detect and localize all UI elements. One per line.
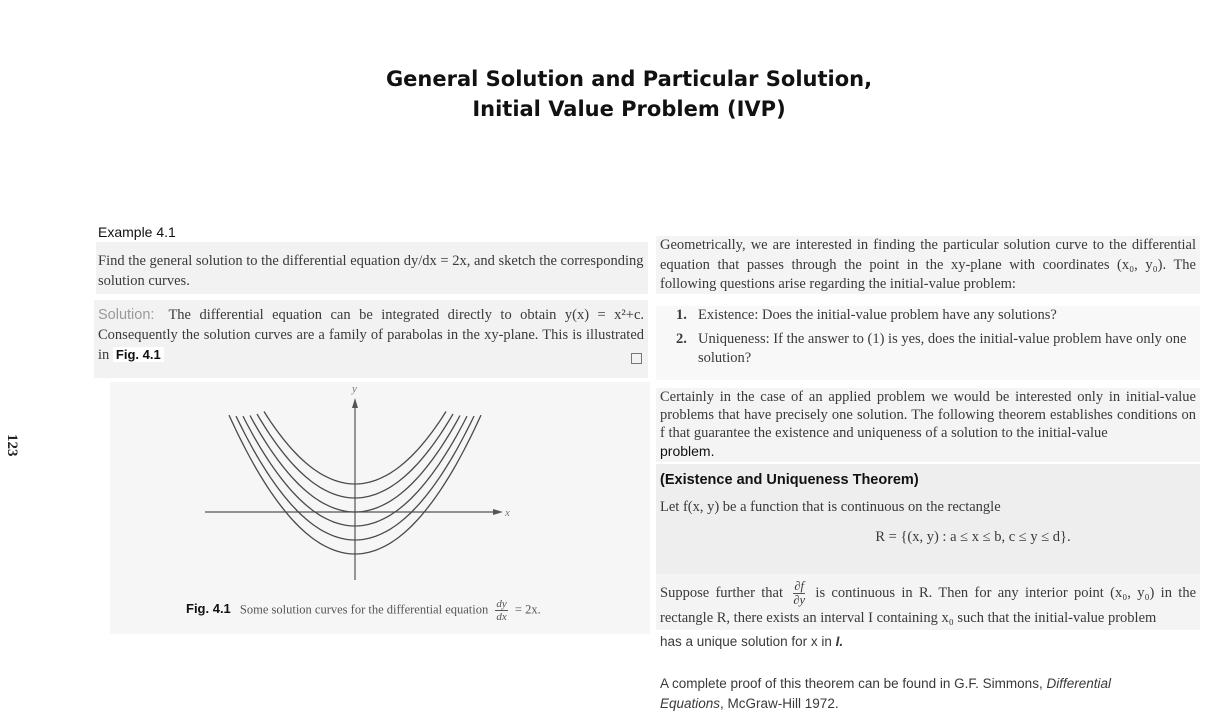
caption-denominator: dx — [496, 611, 507, 623]
question-text: Existence: Does the initial-value problem have any solutions? — [698, 307, 1057, 323]
theorem-title: (Existence and Uniqueness Theorem) — [660, 472, 919, 488]
partial-fraction — [793, 580, 805, 607]
caption-rhs: = 2x. — [514, 602, 541, 617]
suppose-paragraph — [656, 574, 1200, 630]
question-list — [656, 306, 1200, 380]
certainly-tail: problem. — [660, 443, 715, 459]
caption-numerator: dy — [496, 598, 507, 610]
unique-solution-line — [656, 632, 1200, 651]
question-item-uniqueness — [676, 330, 1194, 368]
x-axis-label: x — [505, 507, 510, 519]
proof-text-a: A complete proof of this theorem can be found in G.F. Simmons, — [660, 676, 1047, 691]
page-title — [0, 64, 1215, 124]
title-line-2: Initial Value Problem (IVP) — [472, 97, 786, 121]
solution-text: The differential equation can be integrated directly to obtain y(x) = x²+c. Consequently the solution curves are a family of parabolas in the xy-plane. This is illustrated in — [98, 307, 644, 363]
parabola-plot — [110, 382, 650, 634]
qed-box-icon — [631, 353, 642, 364]
caption-label: Fig. 4.1 — [186, 601, 231, 617]
suppose-text-a: Suppose further that — [660, 584, 783, 601]
suppose-text-b: is continuous in R. Then for any interior point (x₀, y₀) in the rectangle R, there exists an interval I containing x₀ such that the initial-value problem — [660, 584, 1197, 626]
unique-interval: I. — [835, 634, 844, 649]
solution-curves-figure — [110, 382, 650, 634]
example-label: Example 4.1 — [98, 224, 176, 240]
certainly-text: Certainly in the case of an applied problem we would be interested only in initial-value problems that have precisely one solution. The following theorem establishes conditions on f that guarantee the existence and uniqueness of a solution to the initial-value — [660, 389, 1196, 441]
partial-denominator: ∂y — [793, 593, 806, 607]
page-number: 123 — [4, 434, 20, 457]
proof-book-title: Differential Equations — [660, 676, 1111, 711]
figure-reference: Fig. 4.1 — [113, 347, 164, 362]
partial-numerator: ∂f — [794, 579, 805, 593]
question-item-existence — [676, 306, 1194, 325]
solution-label: Solution: — [98, 307, 155, 323]
caption-text: Some solution curves for the differential equation — [239, 602, 489, 617]
figure-caption — [186, 598, 541, 623]
question-text: Uniqueness: If the answer to (1) is yes, does the initial-value problem have only one solution? — [698, 331, 1187, 366]
example-solution — [94, 300, 648, 378]
example-problem: Find the general solution to the differential equation dy/dx = 2x, and sketch the corresponding solution curves. — [96, 242, 648, 294]
geometric-paragraph: Geometrically, we are interested in finding the particular solution curve to the differential equation that passes through the point in the xy-plane with coordinates (x₀, y₀). The following questions arise regarding the initial-value problem: — [656, 236, 1200, 294]
y-axis-arrow — [352, 398, 358, 408]
proof-text-c: , McGraw-Hill 1972. — [720, 695, 839, 711]
theorem-box — [656, 464, 1200, 576]
y-axis-label: y — [352, 383, 357, 395]
unique-text: has a unique solution for x in — [660, 634, 836, 649]
certainly-paragraph — [656, 388, 1200, 462]
question-number: 2. — [676, 331, 687, 347]
caption-fraction — [495, 598, 507, 623]
x-axis-arrow — [493, 509, 503, 515]
theorem-rectangle-set: R = {(x, y) : a ≤ x ≤ b, c ≤ y ≤ d}. — [875, 529, 1071, 545]
question-number: 1. — [676, 307, 687, 323]
proof-reference — [656, 674, 1176, 713]
title-line-1: General Solution and Particular Solution, — [385, 67, 873, 91]
theorem-body: Let f(x, y) be a function that is continuous on the rectangle — [660, 499, 1001, 515]
